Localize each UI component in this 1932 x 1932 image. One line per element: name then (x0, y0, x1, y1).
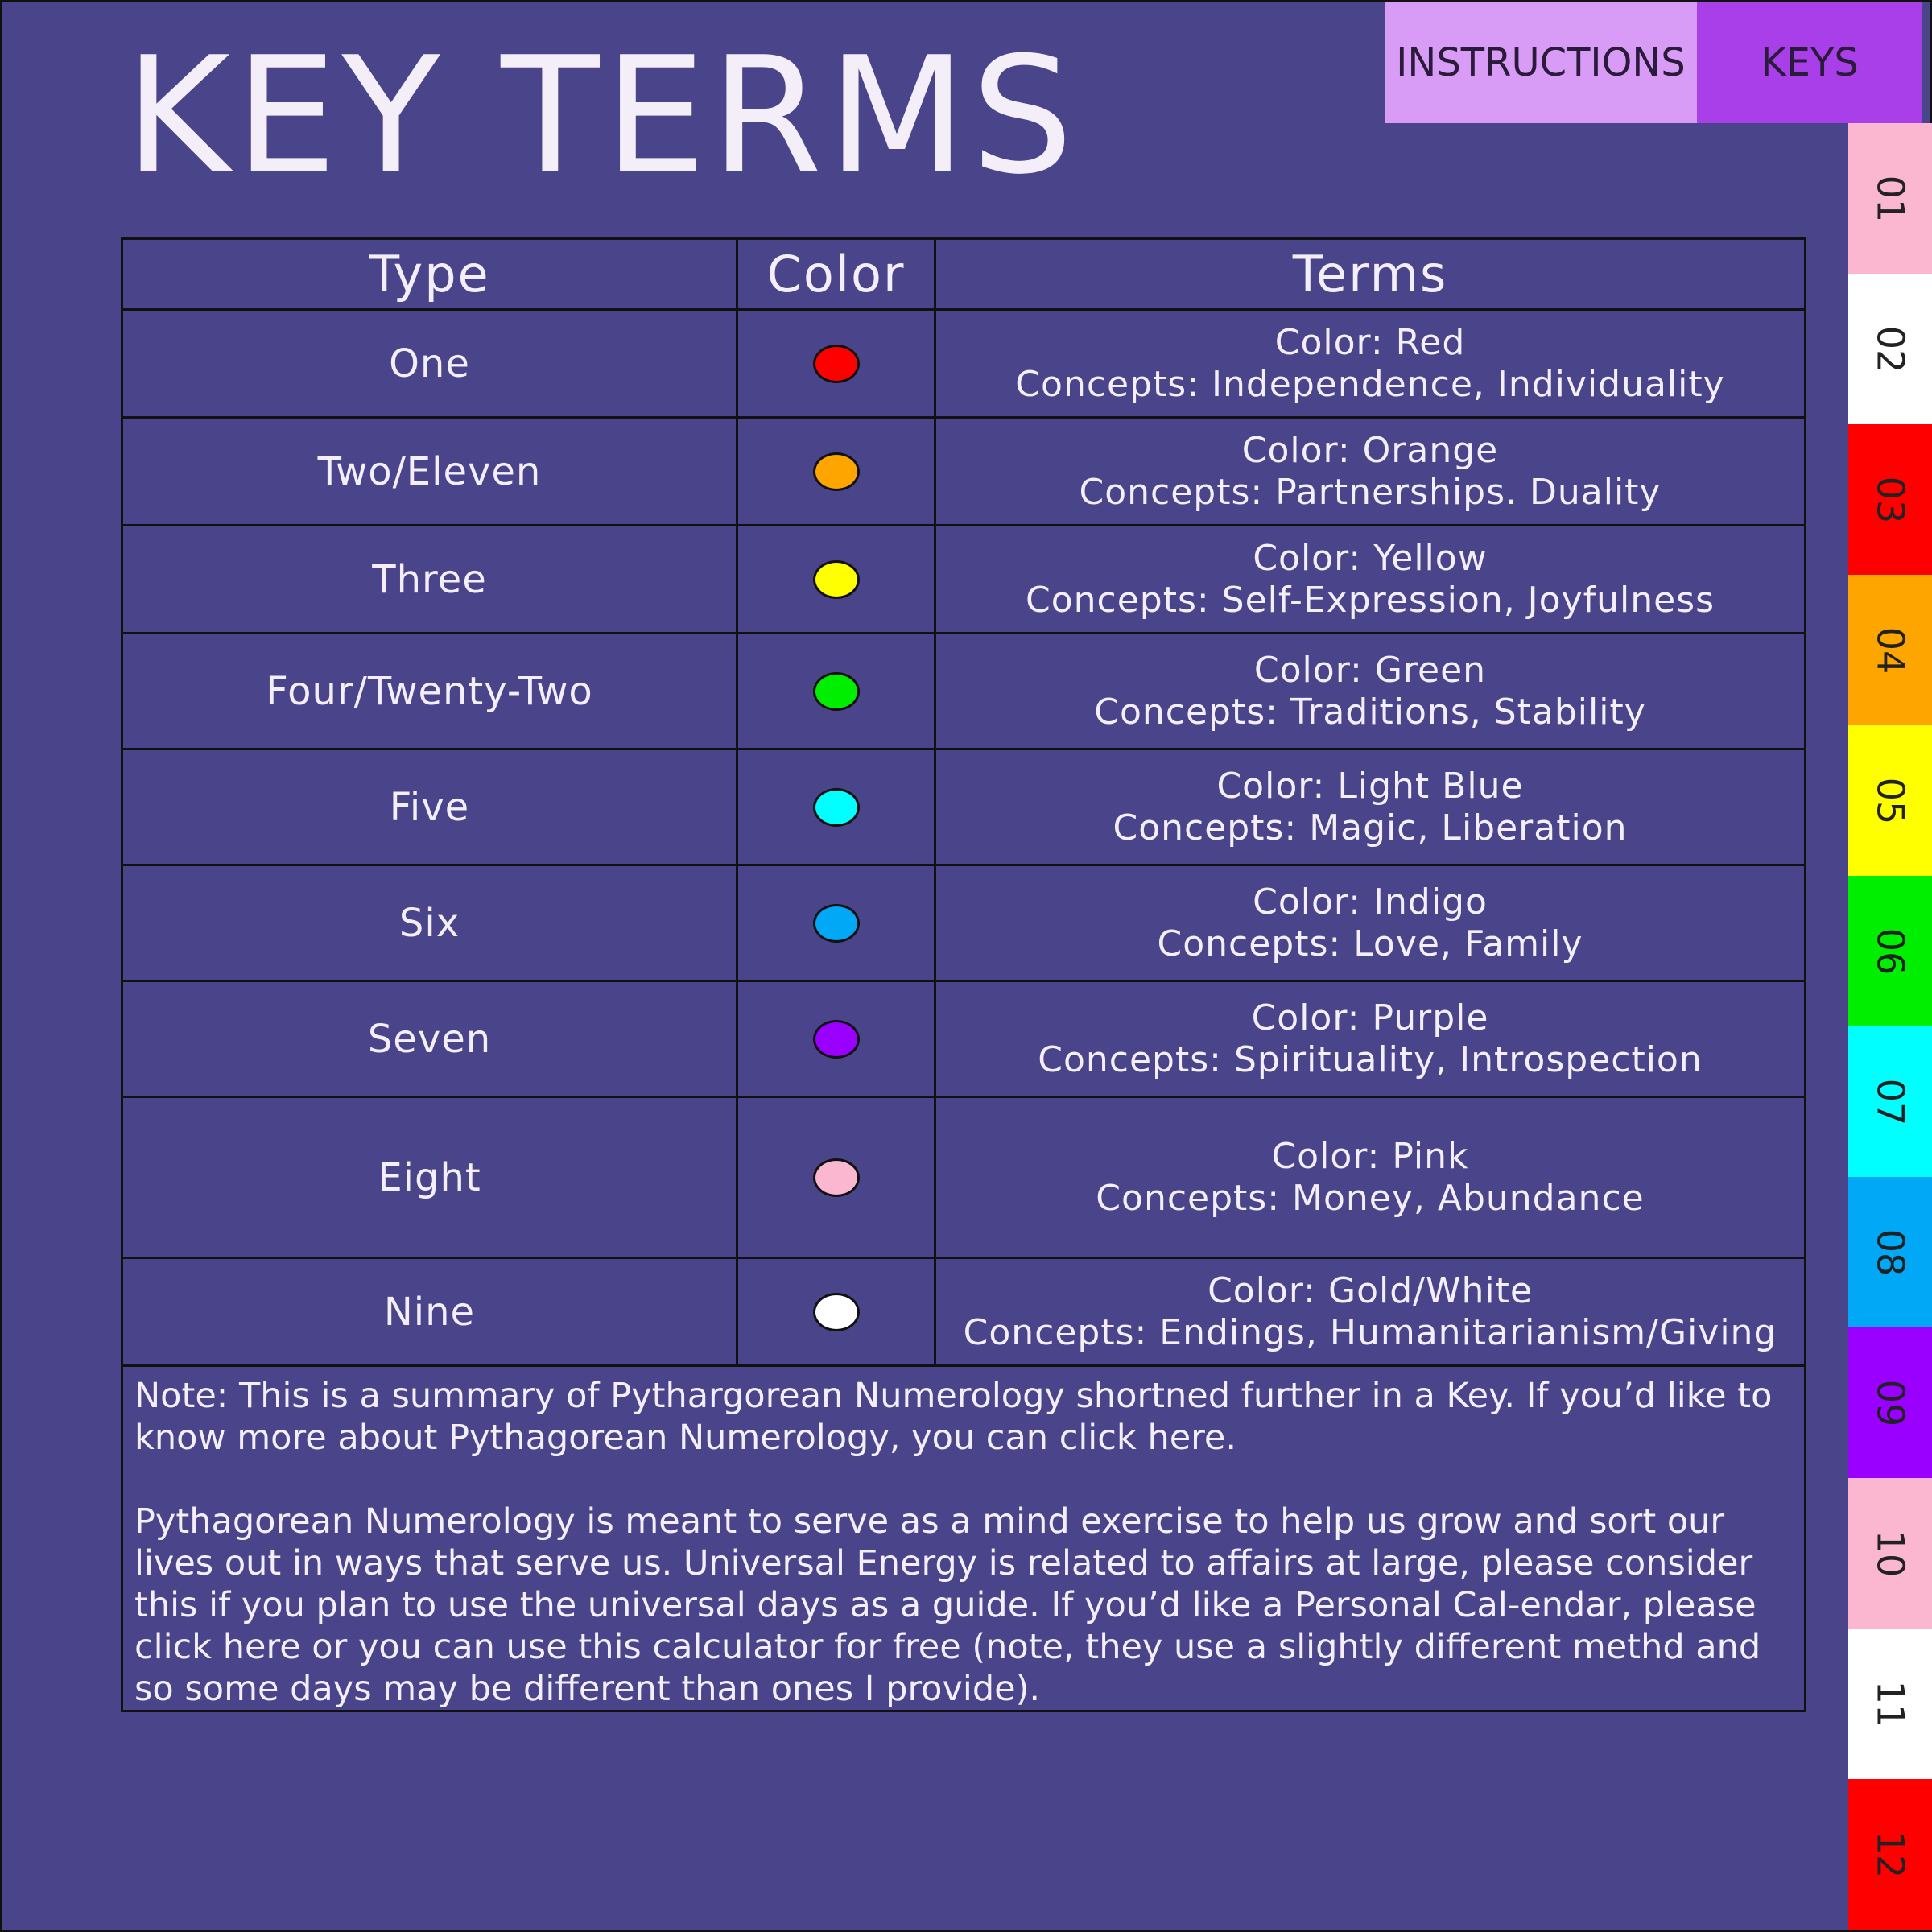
terms-concepts-line: Concepts: Traditions, Stability (1094, 691, 1646, 733)
terms-cell (935, 1258, 1806, 1366)
table-row (122, 310, 1806, 418)
month-tab-label: 08 (1868, 1228, 1912, 1276)
month-tab-label: 02 (1868, 325, 1912, 373)
color-cell (737, 1258, 935, 1366)
table-row (122, 1258, 1806, 1366)
tab-keys[interactable]: KEYS (1697, 2, 1922, 123)
color-cell (737, 418, 935, 526)
type-cell: Eight (122, 1097, 737, 1258)
month-tab-04[interactable] (1848, 575, 1932, 725)
month-tab-06[interactable] (1848, 876, 1932, 1026)
terms-concepts-line: Concepts: Partnerships. Duality (1079, 471, 1662, 513)
table-row (122, 981, 1806, 1097)
month-tab-03[interactable] (1848, 424, 1932, 575)
month-tab-label: 07 (1868, 1078, 1912, 1125)
month-tab-05[interactable] (1848, 725, 1932, 876)
table-row (122, 526, 1806, 634)
color-dot-icon (813, 1020, 860, 1059)
month-tab-bar (1848, 123, 1932, 1930)
color-dot-icon (813, 452, 860, 491)
color-dot-icon (813, 904, 860, 943)
terms-cell (935, 981, 1806, 1097)
month-tab-12[interactable] (1848, 1779, 1932, 1930)
top-tab-bar (1385, 2, 1922, 123)
color-cell (737, 981, 935, 1097)
month-tab-label: 10 (1868, 1530, 1912, 1577)
note-paragraph-1: Note: This is a summary of Pythargorean Numerology shortned further in a Key. If you’d like to know more about Pythagorean Numerology, you can click here. (134, 1376, 1773, 1458)
terms-color-line: Color: Green (1253, 649, 1487, 691)
page-title: KEY TERMS (125, 23, 1079, 210)
terms-cell (935, 526, 1806, 634)
header-type: Type (122, 239, 737, 310)
month-tab-07[interactable] (1848, 1026, 1932, 1177)
month-tab-label: 01 (1868, 175, 1912, 222)
month-tab-label: 12 (1868, 1831, 1912, 1878)
terms-concepts-line: Concepts: Love, Family (1157, 923, 1583, 964)
color-cell (737, 310, 935, 418)
color-cell (737, 1097, 935, 1258)
color-dot-icon (813, 560, 860, 599)
terms-concepts-line: Concepts: Money, Abundance (1096, 1177, 1645, 1219)
type-cell: Two/Eleven (122, 418, 737, 526)
terms-color-line: Color: Purple (1251, 997, 1489, 1038)
type-cell: Seven (122, 981, 737, 1097)
key-terms-table (121, 237, 1806, 1712)
month-tab-label: 09 (1868, 1379, 1912, 1426)
month-tab-02[interactable] (1848, 274, 1932, 424)
type-cell: Five (122, 749, 737, 865)
table-row (122, 865, 1806, 981)
terms-concepts-line: Concepts: Magic, Liberation (1113, 807, 1628, 848)
color-cell (737, 865, 935, 981)
header-color: Color (737, 239, 935, 310)
month-tab-label: 06 (1868, 927, 1912, 975)
month-tab-label: 05 (1868, 777, 1912, 824)
table-row (122, 749, 1806, 865)
table-row (122, 634, 1806, 749)
month-tab-01[interactable] (1848, 123, 1932, 274)
tab-instructions[interactable]: INSTRUCTIONS (1385, 2, 1697, 123)
color-dot-icon (813, 672, 860, 711)
terms-color-line: Color: Light Blue (1216, 765, 1524, 807)
month-tab-label: 11 (1868, 1680, 1912, 1728)
type-cell: Four/Twenty-Two (122, 634, 737, 749)
terms-color-line: Color: Orange (1241, 429, 1499, 471)
terms-color-line: Color: Indigo (1253, 881, 1488, 923)
color-cell (737, 749, 935, 865)
terms-cell (935, 1097, 1806, 1258)
type-cell: Three (122, 526, 737, 634)
note-cell (122, 1366, 1806, 1711)
color-dot-icon (813, 1293, 860, 1331)
month-tab-label: 03 (1868, 476, 1912, 523)
terms-color-line: Color: Red (1274, 321, 1466, 363)
terms-color-line: Color: Pink (1271, 1135, 1469, 1177)
type-cell: One (122, 310, 737, 418)
table-header-row (122, 239, 1806, 310)
terms-cell (935, 310, 1806, 418)
table-row (122, 1097, 1806, 1258)
terms-concepts-line: Concepts: Self-Expression, Joyfulness (1025, 579, 1715, 621)
terms-cell (935, 749, 1806, 865)
note-row (122, 1366, 1806, 1711)
month-tab-09[interactable] (1848, 1327, 1932, 1478)
terms-concepts-line: Concepts: Independence, Individuality (1015, 363, 1725, 405)
type-cell: Nine (122, 1258, 737, 1366)
table-row (122, 418, 1806, 526)
terms-cell (935, 865, 1806, 981)
color-cell (737, 526, 935, 634)
color-dot-icon (813, 1158, 860, 1197)
color-dot-icon (813, 345, 860, 383)
month-tab-11[interactable] (1848, 1629, 1932, 1779)
terms-concepts-line: Concepts: Spirituality, Introspection (1038, 1038, 1703, 1080)
terms-color-line: Color: Yellow (1253, 537, 1488, 579)
color-dot-icon (813, 788, 860, 827)
terms-color-line: Color: Gold/White (1208, 1269, 1533, 1311)
note-paragraph-2: Pythagorean Numerology is meant to serve as a mind exercise to help us grow and sort our lives out in ways that serve us. Universal Energy is related to affairs at large, please consider this if you plan to use the universal days as a guide. If you’d like a Personal Cal-endar, please click here or you can use this calculator for free (note, they use a slightly different methd and so some days may be different than ones I provide). (134, 1501, 1761, 1709)
month-tab-10[interactable] (1848, 1478, 1932, 1629)
month-tab-08[interactable] (1848, 1177, 1932, 1327)
header-terms: Terms (935, 239, 1806, 310)
month-tab-label: 04 (1868, 626, 1912, 674)
terms-concepts-line: Concepts: Endings, Humanitarianism/Giving (963, 1311, 1777, 1353)
type-cell: Six (122, 865, 737, 981)
terms-cell (935, 418, 1806, 526)
terms-cell (935, 634, 1806, 749)
color-cell (737, 634, 935, 749)
